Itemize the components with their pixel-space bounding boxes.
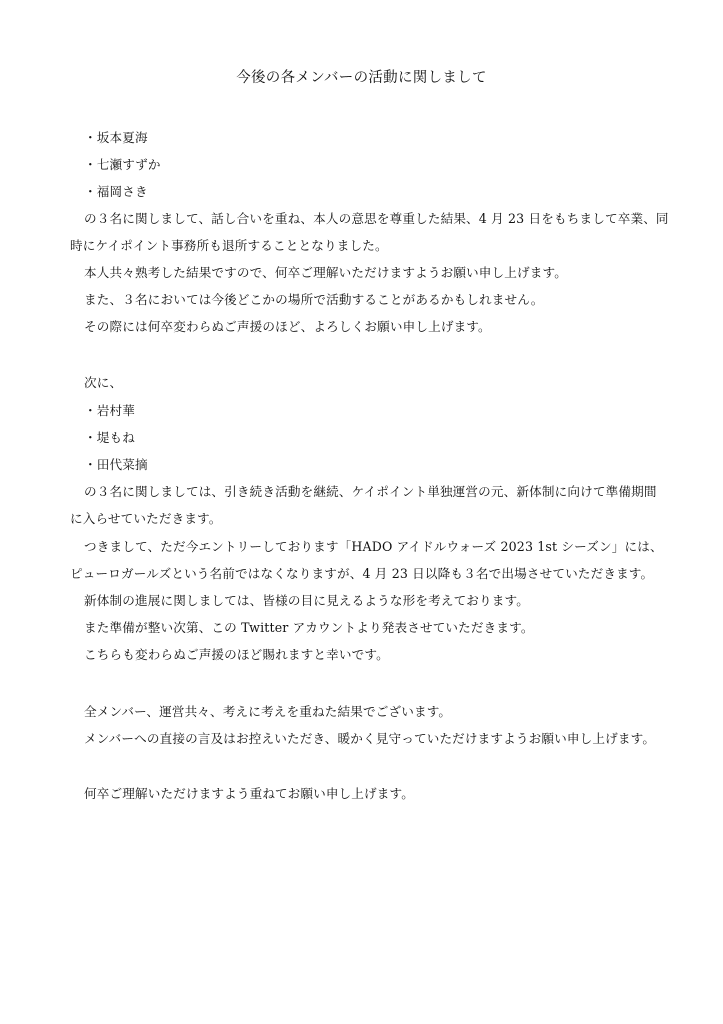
paragraph-line: 時にケイポイント事務所も退所することとなりました。 <box>70 238 388 253</box>
member-item: ・七瀬すずか <box>84 157 161 172</box>
paragraph-line: 本人共々熟考した結果ですので、何卒ご理解いただけますようお願い申し上げます。 <box>84 265 568 280</box>
paragraph-line: の３名に関しまして、話し合いを重ね、本人の意思を尊重した結果、4 月 23 日をもちまして卒業、同 <box>84 211 669 226</box>
section-intro: 次に、 <box>84 375 123 390</box>
paragraph-line: また、３名においては今後どこかの場所で活動することがあるかもしれません。 <box>84 292 544 307</box>
paragraph-line: 新体制の進展に関しましては、皆様の目に見えるような形を考えております。 <box>84 593 530 608</box>
paragraph-line: メンバーへの直接の言及はお控えいただき、暖かく見守っていただけますようお願い申し上げます。 <box>84 731 656 746</box>
member-item: ・田代菜摘 <box>84 457 148 472</box>
paragraph-line: こちらも変わらぬご声援のほど賜れますと幸いです。 <box>84 647 389 662</box>
paragraph-line: その際には何卒変わらぬご声援のほど、よろしくお願い申し上げます。 <box>84 319 491 334</box>
closing-line: 何卒ご理解いただけますよう重ねてお願い申し上げます。 <box>84 786 415 801</box>
paragraph-line: ピューロガールズという名前ではなくなりますが、4 月 23 日以降も３名で出場させていただきます。 <box>70 566 654 581</box>
paragraph-line: の３名に関しましては、引き続き活動を継続、ケイポイント単独運営の元、新体制に向けて準備期間 <box>84 484 657 499</box>
member-item: ・福岡さき <box>84 184 148 199</box>
paragraph-line: つきまして、ただ今エントリーしております「HADO アイドルウォーズ 2023 1st シーズン」には、 <box>84 539 663 554</box>
member-item: ・岩村華 <box>84 403 135 418</box>
paragraph-line: 全メンバー、運営共々、考えに考えを重ねた結果でございます。 <box>84 704 452 719</box>
paragraph-line: に入らせていただきます。 <box>70 511 222 526</box>
paragraph-line: また準備が整い次第、この Twitter アカウントより発表させていただきます。 <box>84 620 534 635</box>
member-item: ・堤もね <box>84 430 135 445</box>
document-title: 今後の各メンバーの活動に関しまして <box>236 70 487 86</box>
member-item: ・坂本夏海 <box>84 130 148 145</box>
